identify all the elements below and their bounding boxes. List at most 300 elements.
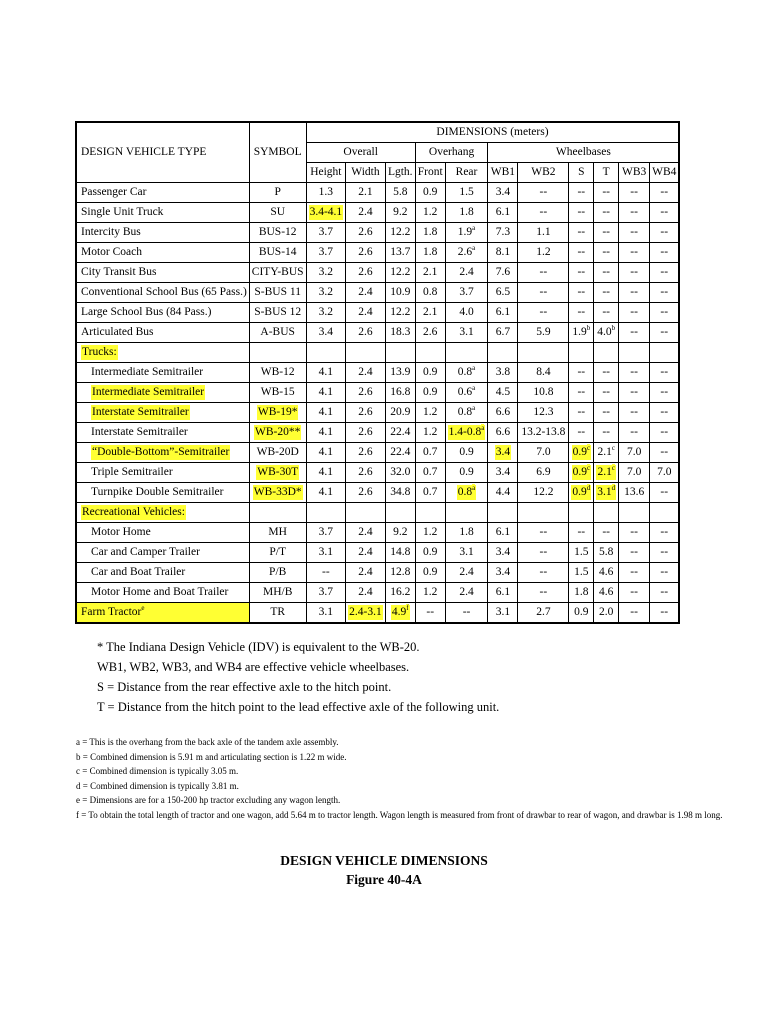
dimension-cell: -- [569,423,594,443]
dimension-cell: 0.9$^c$ [569,463,594,483]
table-row [76,543,679,563]
col-header: Lgth. [385,163,415,183]
dimension-cell: -- [650,403,680,423]
dimension-cell: 1.2 [415,203,445,223]
dimension-cell: 3.4-4.1 [306,203,346,223]
dimension-cell: 3.4 [488,563,518,583]
dimension-cell: 8.4 [518,363,569,383]
dimension-cell: 0.8$^a$ [445,483,488,503]
dimension-cell: 16.8 [385,383,415,403]
empty-cell [385,503,415,523]
dimension-cell: 12.2 [385,223,415,243]
note-idv: * The Indiana Design Vehicle (IDV) is equivalent to the WB-20. [97,640,420,654]
dimension-cell: 12.2 [385,303,415,323]
dimension-cell: 2.4 [445,263,488,283]
dimension-cell: -- [518,583,569,603]
vehicle-symbol: WB-19* [249,403,306,423]
dimension-cell: 2.4 [346,283,386,303]
dimension-cell: -- [594,523,619,543]
empty-cell [569,503,594,523]
dimension-cell: 2.4 [445,563,488,583]
dimension-cell: 3.2 [306,263,346,283]
dimension-cell: 2.4 [346,583,386,603]
dimension-cell: -- [594,363,619,383]
dimension-cell: 1.4-0.8$^a$ [445,423,488,443]
dimension-cell: -- [650,543,680,563]
empty-cell [306,503,346,523]
dimension-cell: 2.4 [346,203,386,223]
footnote-b: b = Combined dimension is 5.91 m and articulating section is 1.22 m wide. [76,751,347,762]
dimension-cell: -- [650,383,680,403]
dimension-cell: -- [619,383,650,403]
vehicle-symbol: S-BUS 11 [249,283,306,303]
dimension-cell: -- [594,303,619,323]
dimension-cell: 6.1 [488,583,518,603]
dimension-cell: 2.6 [346,323,386,343]
dimension-cell: -- [650,243,680,263]
col-header: WB1 [488,163,518,183]
dimension-cell: 2.6 [346,243,386,263]
dimension-cell: -- [650,603,680,624]
dimension-cell: 4.1 [306,363,346,383]
dimension-cell: 3.4 [488,183,518,203]
dimension-cell: 1.3 [306,183,346,203]
empty-cell [445,503,488,523]
dimension-cell: -- [594,243,619,263]
dimension-cell: -- [650,423,680,443]
table-row [76,603,679,624]
dimension-cell: 4.1 [306,483,346,503]
dimension-cell: -- [619,283,650,303]
vehicle-type: Single Unit Truck [76,203,249,223]
dimension-cell: 3.1$^d$ [594,483,619,503]
dimension-cell: 0.7 [415,483,445,503]
dimension-cell: 1.2 [415,423,445,443]
empty-cell [594,343,619,363]
dimension-cell: 0.9 [415,383,445,403]
vehicle-symbol: P [249,183,306,203]
empty-cell [488,503,518,523]
table-row [76,463,679,483]
col-header: WB3 [619,163,650,183]
figure-caption [0,851,768,889]
vehicle-symbol: P/T [249,543,306,563]
dimension-cell: 7.0 [619,443,650,463]
caption-figure: Figure 40-4A [346,872,422,887]
vehicle-type: Interstate Semitrailer [76,423,249,443]
note-t: T = Distance from the hitch point to the lead effective axle of the following unit. [97,700,500,714]
dimension-cell: 0.9$^c$ [569,443,594,463]
dimension-cell: 2.4 [346,303,386,323]
dimension-cell: 2.4 [445,583,488,603]
dimension-cell: -- [569,283,594,303]
dimension-cell: -- [594,203,619,223]
dimension-cell: 2.6 [346,463,386,483]
dimension-cell: 4.0$^b$ [594,323,619,343]
dimension-cell: -- [569,383,594,403]
vehicle-type: Intercity Bus [76,223,249,243]
dimension-cell: 6.9 [518,463,569,483]
dimension-cell: 0.9 [445,443,488,463]
dimension-cell: 1.5 [569,543,594,563]
dimension-cell: -- [518,303,569,323]
dimension-cell: 3.4 [488,543,518,563]
dimension-cell: 2.6 [346,443,386,463]
dimension-cell: 7.6 [488,263,518,283]
vehicle-symbol: WB-12 [249,363,306,383]
dimension-cell: 2.4 [346,523,386,543]
dimension-cell: 2.6 [415,323,445,343]
dimension-cell: 0.9 [415,543,445,563]
dimension-cell: 4.1 [306,443,346,463]
vehicle-symbol: MH [249,523,306,543]
dimension-cell: -- [619,583,650,603]
dimension-cell: -- [594,183,619,203]
dimension-cell: -- [569,223,594,243]
vehicle-symbol: WB-15 [249,383,306,403]
col-header: WB4 [650,163,680,183]
dimension-cell: -- [569,523,594,543]
header-type: DESIGN VEHICLE TYPE [76,122,249,183]
empty-cell [569,343,594,363]
dimension-cell: 1.2 [415,523,445,543]
col-header: Rear [445,163,488,183]
vehicle-type: Conventional School Bus (65 Pass.) [76,283,249,303]
dimension-cell: 6.6 [488,403,518,423]
dimension-cell: 0.9 [569,603,594,624]
vehicle-type: Articulated Bus [76,323,249,343]
dimension-cell: 3.7 [306,583,346,603]
empty-cell [650,343,680,363]
dimension-cell: -- [569,363,594,383]
caption-title: DESIGN VEHICLE DIMENSIONS [280,853,488,868]
dimension-cell: -- [594,283,619,303]
table-row [76,203,679,223]
empty-cell [306,343,346,363]
note-wheelbases: WB1, WB2, WB3, and WB4 are effective vehicle wheelbases. [97,660,410,674]
dimension-cell: 1.8 [445,203,488,223]
section-label: Trucks: [76,343,249,363]
dimension-cell: 4.6 [594,583,619,603]
header-overhang: Overhang [415,143,488,163]
table-row [76,223,679,243]
dimension-cell: 1.2 [415,403,445,423]
dimension-cell: 16.2 [385,583,415,603]
empty-cell [415,503,445,523]
dimension-cell: 3.7 [306,223,346,243]
dimension-cell: 34.8 [385,483,415,503]
dimension-cell: -- [445,603,488,624]
vehicle-type: Car and Boat Trailer [76,563,249,583]
empty-cell [385,343,415,363]
vehicle-type: Farm Tractor$^e$ [76,603,249,624]
dimension-cell: -- [650,583,680,603]
col-header: Height [306,163,346,183]
dimension-cell: -- [650,483,680,503]
dimension-cell: 4.1 [306,403,346,423]
table-row [76,523,679,543]
dimension-cell: -- [619,363,650,383]
vehicle-type: Turnpike Double Semitrailer [76,483,249,503]
empty-cell [619,503,650,523]
empty-cell [518,343,569,363]
dimension-cell: 3.7 [306,523,346,543]
dimension-cell: 1.2 [415,583,445,603]
empty-cell [346,343,386,363]
vehicle-symbol: CITY-BUS [249,263,306,283]
dimension-cell: 3.8 [488,363,518,383]
dimension-cell: 1.9$^a$ [445,223,488,243]
dimension-cell: 1.8 [445,523,488,543]
vehicle-symbol: S-BUS 12 [249,303,306,323]
dimension-cell: 3.1 [445,543,488,563]
dimension-cell: -- [619,603,650,624]
dimension-cell: -- [650,303,680,323]
dimension-cell: 12.3 [518,403,569,423]
dimension-cell: -- [650,203,680,223]
dimension-cell: 13.9 [385,363,415,383]
vehicle-type: Motor Home [76,523,249,543]
dimension-cell: 13.7 [385,243,415,263]
dimension-cell: -- [594,423,619,443]
dimension-cell: 32.0 [385,463,415,483]
empty-cell [650,503,680,523]
dimension-cell: -- [619,523,650,543]
vehicle-type: Motor Home and Boat Trailer [76,583,249,603]
header-wheelbases: Wheelbases [488,143,680,163]
col-header: WB2 [518,163,569,183]
dimension-cell: 5.9 [518,323,569,343]
dimension-cell: 1.8 [415,243,445,263]
dimension-cell: 1.8 [569,583,594,603]
dimension-cell: 5.8 [385,183,415,203]
dimension-cell: -- [569,263,594,283]
dimension-cell: 7.0 [650,463,680,483]
dimension-cell: 2.6 [346,403,386,423]
dimension-cell: -- [650,283,680,303]
dimension-cell: 6.5 [488,283,518,303]
section-row [76,503,679,523]
vehicle-symbol: P/B [249,563,306,583]
dimension-cell: -- [569,403,594,423]
dimension-cell: 2.6 [346,223,386,243]
table-row [76,263,679,283]
dimension-cell: 0.8 [415,283,445,303]
dimension-cell: -- [518,263,569,283]
dimension-cell: -- [306,563,346,583]
dimension-cell: 6.1 [488,203,518,223]
dimension-cell: 2.6 [346,263,386,283]
col-header: Front [415,163,445,183]
dimension-cell: 10.9 [385,283,415,303]
section-row [76,343,679,363]
dimension-cell: -- [619,563,650,583]
dimension-cell: 2.1$^c$ [594,463,619,483]
empty-cell [249,503,306,523]
dimension-cell: 3.4 [306,323,346,343]
dimension-cell: 2.7 [518,603,569,624]
dimension-cell: 4.5 [488,383,518,403]
table-row [76,583,679,603]
table-row [76,283,679,303]
dimension-cell: -- [594,403,619,423]
empty-cell [445,343,488,363]
dimension-cell: 4.9$^f$ [385,603,415,624]
empty-cell [594,503,619,523]
dimension-cell: 12.2 [518,483,569,503]
empty-cell [346,503,386,523]
vehicle-symbol: BUS-12 [249,223,306,243]
vehicle-symbol: WB-20** [249,423,306,443]
dimension-cell: 14.8 [385,543,415,563]
dimension-cell: 1.5 [569,563,594,583]
dimension-cell: 18.3 [385,323,415,343]
dimension-cell: -- [619,543,650,563]
dimension-cell: 2.6$^a$ [445,243,488,263]
dimension-cell: 2.1 [346,183,386,203]
dimension-cell: 3.2 [306,303,346,323]
dimension-cell: -- [619,183,650,203]
dimension-cell: 13.6 [619,483,650,503]
header-dimensions: DIMENSIONS (meters) [306,122,679,143]
dimension-cell: 4.6 [594,563,619,583]
dimension-cell: 3.7 [306,243,346,263]
dimension-cell: 13.2-13.8 [518,423,569,443]
dimension-cell: -- [650,523,680,543]
note-s: S = Distance from the rear effective axle to the hitch point. [97,680,392,694]
table-row [76,243,679,263]
dimension-cell: -- [518,563,569,583]
empty-cell [488,343,518,363]
dimension-cell: -- [569,183,594,203]
dimension-cell: -- [650,223,680,243]
empty-cell [249,343,306,363]
dimension-cell: 4.4 [488,483,518,503]
dimension-cell: 0.7 [415,443,445,463]
section-label: Recreational Vehicles: [76,503,249,523]
dimension-cell: 2.4 [346,563,386,583]
vehicle-symbol: WB-30T [249,463,306,483]
dimension-cell: 1.2 [518,243,569,263]
header-symbol: SYMBOL [249,122,306,183]
dimension-cell: -- [619,423,650,443]
dimension-cell: -- [518,203,569,223]
dimension-cell: 2.1$^c$ [594,443,619,463]
dimension-cell: 2.4-3.1 [346,603,386,624]
notes [97,637,499,717]
dimension-cell: 2.4 [346,363,386,383]
dimension-cell: -- [594,263,619,283]
vehicle-symbol: MH/B [249,583,306,603]
dimension-cell: 8.1 [488,243,518,263]
dimension-cell: 3.2 [306,283,346,303]
dimension-cell: 9.2 [385,203,415,223]
table-row [76,483,679,503]
table-row [76,323,679,343]
dimension-cell: 6.1 [488,303,518,323]
dimension-cell: 2.6 [346,383,386,403]
vehicle-symbol: WB-33D* [249,483,306,503]
dimension-cell: 3.1 [306,603,346,624]
dimension-cell: 12.8 [385,563,415,583]
dimension-cell: 6.7 [488,323,518,343]
dimension-cell: 0.9$^d$ [569,483,594,503]
dimension-cell: 1.5 [445,183,488,203]
dimension-cell: -- [619,203,650,223]
vehicle-symbol: BUS-14 [249,243,306,263]
dimension-cell: -- [518,283,569,303]
vehicle-type: City Transit Bus [76,263,249,283]
dimension-cell: 22.4 [385,443,415,463]
dimension-cell: -- [569,303,594,323]
dimension-cell: -- [650,563,680,583]
empty-cell [518,503,569,523]
dimension-cell: 0.9 [415,183,445,203]
empty-cell [619,343,650,363]
table-row [76,303,679,323]
vehicle-symbol: SU [249,203,306,223]
design-vehicle-table [75,121,680,624]
dimension-cell: 7.0 [518,443,569,463]
dimension-cell: -- [594,223,619,243]
vehicle-symbol: TR [249,603,306,624]
vehicle-symbol: WB-20D [249,443,306,463]
dimension-cell: 2.6 [346,423,386,443]
dimension-cell: 6.1 [488,523,518,543]
dimension-cell: 1.1 [518,223,569,243]
table-row [76,363,679,383]
vehicle-type: Triple Semitrailer [76,463,249,483]
empty-cell [415,343,445,363]
col-header: Width [346,163,386,183]
dimension-cell: -- [518,523,569,543]
dimension-cell: 2.1 [415,263,445,283]
vehicle-type: Motor Coach [76,243,249,263]
dimension-cell: -- [650,183,680,203]
dimension-cell: 7.0 [619,463,650,483]
dimension-cell: 3.1 [306,543,346,563]
dimension-cell: 2.1 [415,303,445,323]
table-row [76,563,679,583]
dimension-cell: 2.0 [594,603,619,624]
dimension-cell: 4.0 [445,303,488,323]
footnote-c: c = Combined dimension is typically 3.05 m. [76,766,239,776]
dimension-cell: 1.9$^b$ [569,323,594,343]
dimension-cell: 1.8 [415,223,445,243]
dimension-cell: 3.1 [445,323,488,343]
col-header: S [569,163,594,183]
table-row [76,183,679,203]
dimension-cell: 4.1 [306,463,346,483]
footnote-e: e = Dimensions are for a 150-200 hp tractor excluding any wagon length. [76,795,341,805]
dimension-cell: -- [569,203,594,223]
dimension-cell: 3.1 [488,603,518,624]
table-row [76,443,679,463]
dimension-cell: 0.9 [415,563,445,583]
footnote-a: a = This is the overhang from the back axle of the tandem axle assembly. [76,737,339,747]
dimension-cell: 3.7 [445,283,488,303]
dimension-cell: -- [650,363,680,383]
dimension-cell: 0.9 [445,463,488,483]
table-row [76,403,679,423]
vehicle-type: Intermediate Semitrailer [76,383,249,403]
dimension-cell: 0.6$^a$ [445,383,488,403]
footnote-d: d = Combined dimension is typically 3.81 m. [76,780,239,791]
dimension-cell: 7.3 [488,223,518,243]
dimension-cell: 20.9 [385,403,415,423]
dimension-cell: -- [650,443,680,463]
dimension-cell: -- [619,263,650,283]
